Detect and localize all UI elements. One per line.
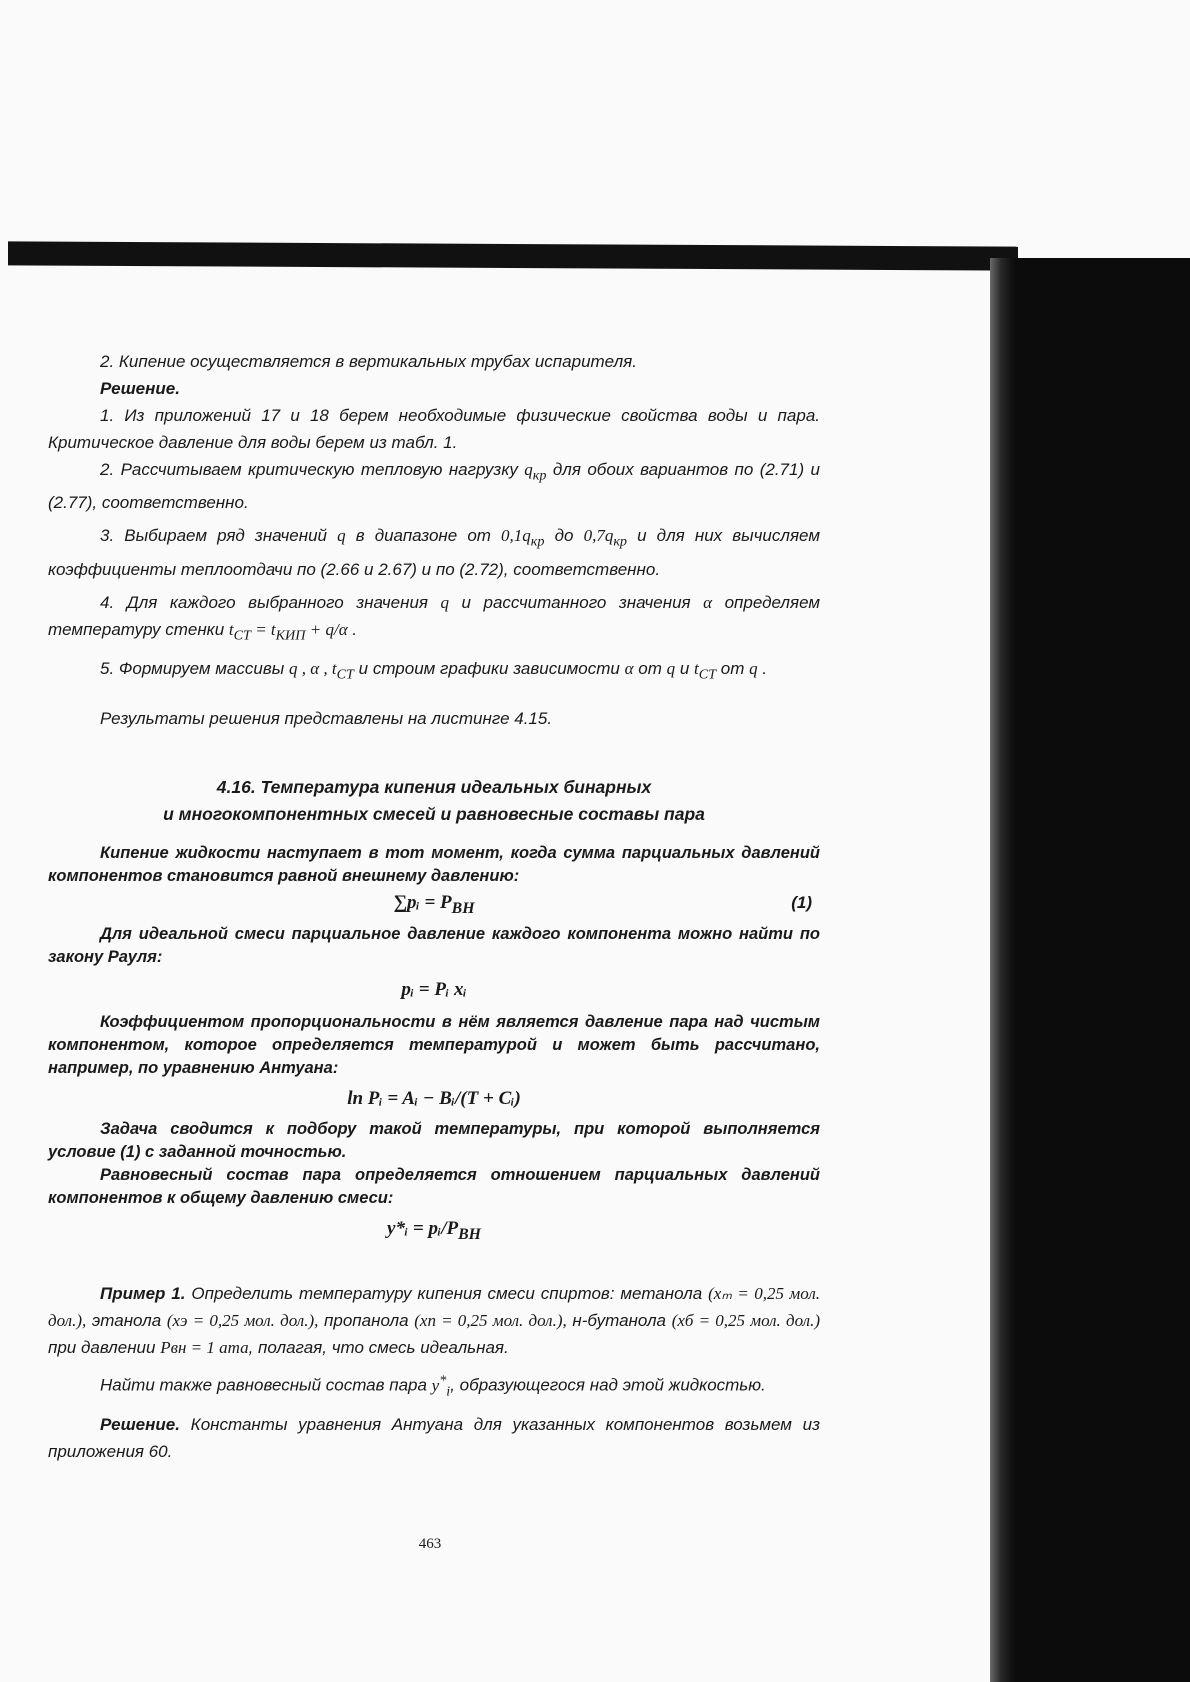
paragraph: Результаты решения представлены на листинге 4.15. <box>100 708 553 728</box>
equation-number: (1) <box>791 892 812 912</box>
section-heading <box>48 774 820 828</box>
paragraph: Найти также равновесный состав пара $y^*_i$, образующегося над этой жидкостью. <box>100 1372 766 1400</box>
scan-border-top <box>8 241 1018 270</box>
solution-label: Решение. <box>100 379 180 398</box>
paragraph: Кипение жидкости наступает в тот момент, когда сумма парциальных давлений компонентов становится равной внешнему давлению: <box>48 843 820 885</box>
heading-line: и многокомпонентных смесей и равновесные составы пара <box>163 803 705 824</box>
paragraph: 3. Выбираем ряд значений q в диапазоне от $0,1q_{кр}$ до $0,7q_{кр}$ и для них вычисляем коэффициенты теплоотдачи по (2.66 и 2.67) и по (2.72), соответственно. <box>48 526 820 579</box>
scan-shadow-right <box>1014 258 1190 1682</box>
page-body <box>48 348 820 1465</box>
paragraph: Коэффициентом пропорциональности в нём является давление пара над чистым компонентом, которое определяется температурой и может быть рассчитано, например, по уравнению Антуана: <box>48 1013 820 1078</box>
paragraph: Для идеальной смеси парциальное давление каждого компонента можно найти по закону Рауля: <box>48 925 820 967</box>
paragraph: 1. Из приложений 17 и 18 берем необходимые физические свойства воды и пара. Критическое давление для воды берем из табл. 1. <box>48 406 820 452</box>
page-number: 463 <box>418 1536 442 1552</box>
equation: y*ᵢ = $pᵢ/P_{ВН}$ <box>387 1218 481 1244</box>
paragraph: 2. Кипение осуществляется в вертикальных трубах испарителя. <box>100 352 637 371</box>
paragraph: 4. Для каждого выбранного значения q и рассчитанного значения α определяем температуру стенки $t_{СТ} = t_{КИП} + q/\alpha$ . <box>48 592 821 644</box>
paragraph: Равновесный состав пара определяется отношением парциальных давлений компонентов к общему давлению смеси: <box>48 1166 820 1208</box>
equation: pᵢ = Pᵢ xᵢ <box>401 979 467 1001</box>
example-paragraph: Пример 1. Определить температуру кипения смеси спиртов: метанола (xₘ = 0,25 мол. дол.), этанола (xэ = 0,25 мол. дол.), пропанола (xп = 0,25 мол. дол.), н-бутанола (xб = 0,25 мол. дол.) при давлении Pвн = 1 ата, полагая, что смесь идеальная. <box>48 1284 820 1358</box>
paragraph: Решение. Константы уравнения Антуана для указанных компонентов возьмем из приложения 60. <box>48 1415 820 1462</box>
paragraph: 2. Рассчитываем критическую тепловую нагрузку $q_{кр}$ для обоих вариантов по (2.71) и (2.77), соответственно. <box>48 460 820 513</box>
heading-line: 4.16. Температура кипения идеальных бинарных <box>216 776 652 797</box>
paragraph: 5. Формируем массивы q , α , $t_{СТ}$ и строим графики зависимости α от q и $t_{СТ}$ от q . <box>100 659 768 683</box>
equation: ∑pᵢ = $P_{ВН}$ (1) <box>48 888 820 924</box>
equation: ln Pᵢ = Aᵢ − Bᵢ/(T + Cᵢ) <box>347 1088 521 1110</box>
paragraph: Задача сводится к подбору такой температуры, при которой выполняется условие (1) с заданной точностью. <box>48 1120 820 1162</box>
